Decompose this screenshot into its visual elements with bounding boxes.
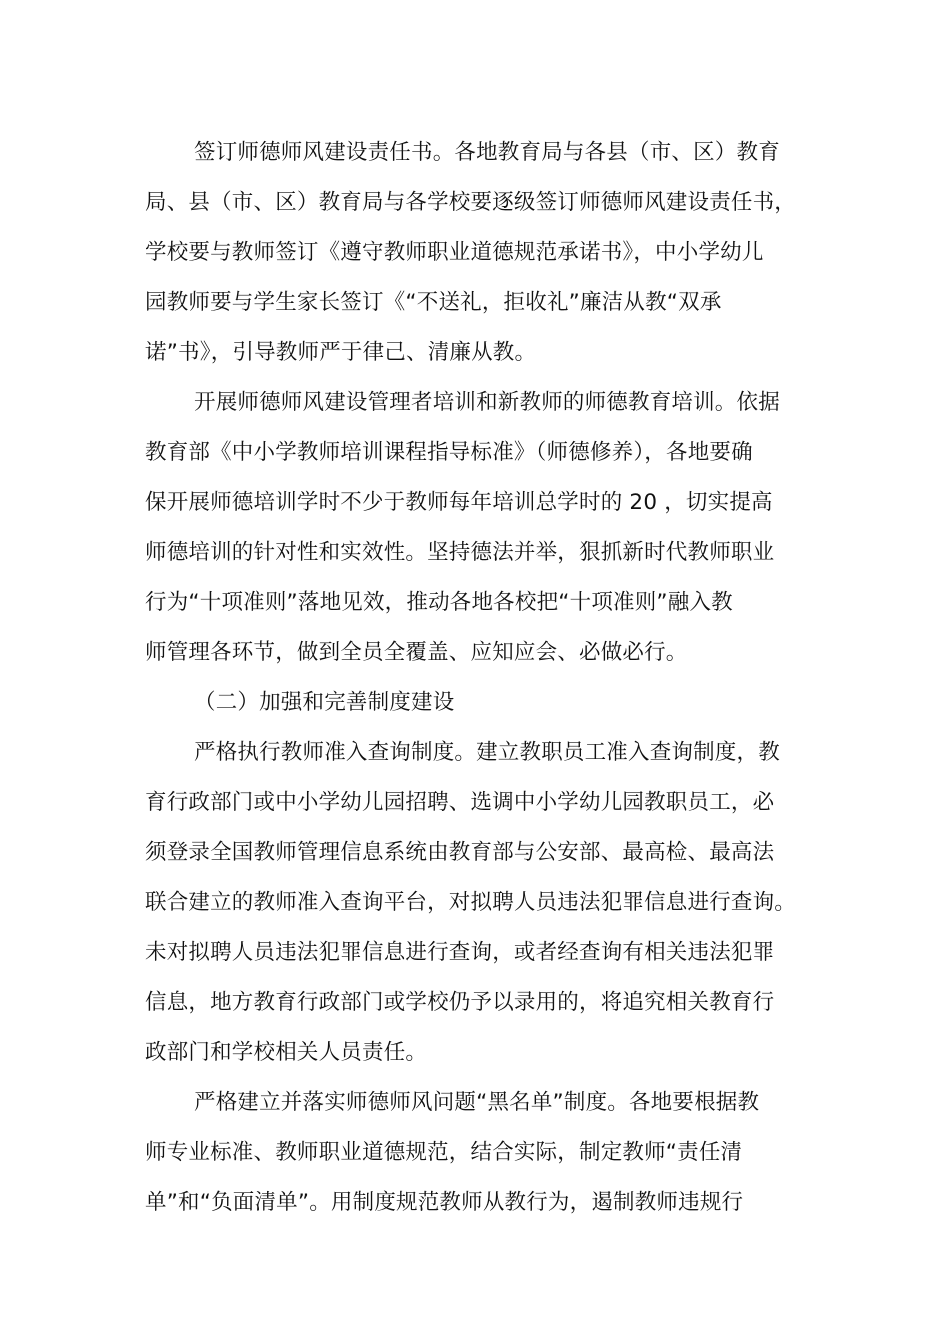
paragraph-line: 信息，地方教育行政部门或学校仍予以录用的，将追究相关教育行 <box>145 990 775 1015</box>
paragraph-line: 行为“十项准则”落地见效，推动各地各校把“十项准则”融入教 <box>145 590 733 615</box>
paragraph-line: 未对拟聘人员违法犯罪信息进行查询，或者经查询有相关违法犯罪 <box>145 940 775 965</box>
paragraph-line: 局、县（市、区）教育局与各学校要逐级签订师德师风建设责任书， <box>145 190 797 215</box>
paragraph-line: 诺”书》，引导教师严于律己、清廉从教。 <box>145 340 537 365</box>
paragraph-line: 开展师德师风建设管理者培训和新教师的师德教育培训。依据 <box>194 390 780 415</box>
paragraph-line: 学校要与教师签订《遵守教师职业道德规范承诺书》，中小学幼儿 <box>145 240 764 265</box>
paragraph-line: 严格建立并落实师德师风问题“黑名单”制度。各地要根据教 <box>194 1090 760 1115</box>
paragraph-line: 单”和“负面清单”。用制度规范教师从教行为，遏制教师违规行 <box>145 1190 744 1215</box>
paragraph-line: 保开展师德培训学时不少于教师每年培训总学时的 20 ，切实提高 <box>145 490 773 515</box>
body-text <box>145 128 825 1228</box>
paragraph-line: 严格执行教师准入查询制度。建立教职员工准入查询制度，教 <box>194 740 780 765</box>
paragraph-line: 师管理各环节，做到全员全覆盖、应知应会、必做必行。 <box>145 640 688 665</box>
paragraph-line: 签订师德师风建设责任书。各地教育局与各县（市、区）教育 <box>194 140 780 165</box>
paragraph-line: 师德培训的针对性和实效性。坚持德法并举，狠抓新时代教师职业 <box>145 540 775 565</box>
paragraph-line: 师专业标准、教师职业道德规范，结合实际，制定教师“责任清 <box>145 1140 743 1165</box>
paragraph-line: 须登录全国教师管理信息系统由教育部与公安部、最高检、最高法 <box>145 840 775 865</box>
paragraph-line: 育行政部门或中小学幼儿园招聘、选调中小学幼儿园教职员工，必 <box>145 790 775 815</box>
paragraph-line: 政部门和学校相关人员责任。 <box>145 1040 428 1065</box>
paragraph-line: 教育部《中小学教师培训课程指导标准》（师德修养），各地要确 <box>145 440 753 465</box>
section-heading: （二）加强和完善制度建设 <box>194 690 455 715</box>
paragraph-line: 园教师要与学生家长签订《“不送礼，拒收礼”廉洁从教“双承 <box>145 290 722 315</box>
paragraph-line: 联合建立的教师准入查询平台，对拟聘人员违法犯罪信息进行查询。 <box>145 890 797 915</box>
